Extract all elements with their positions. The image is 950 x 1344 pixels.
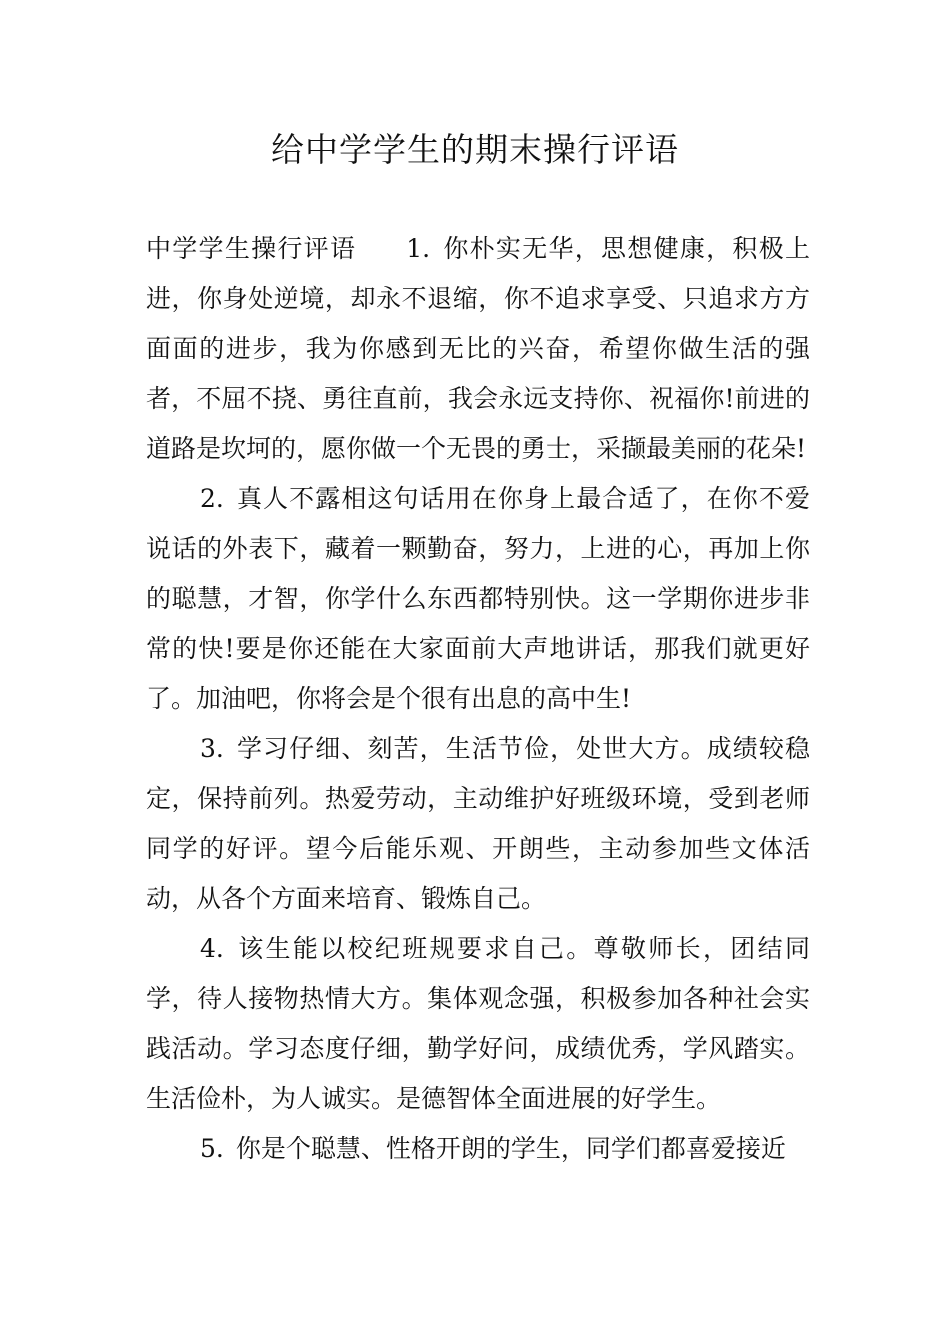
paragraph-number: 2. (200, 484, 224, 513)
paragraph-text: 真人不露相这句话用在你身上最合适了，在你不爱说话的外表下，藏着一颗勤奋，努力，上进的心，再加上你的聪慧，才智，你学什么东西都特别快。这一学期你进步非常的快!要是你还能在大家面前大声地讲话，那我们就更好了。加油吧，你将会是个很有出息的高中生! (146, 484, 810, 713)
paragraph-number: 4. (200, 934, 224, 963)
paragraph-2 (146, 474, 810, 724)
paragraph-1 (146, 224, 810, 474)
paragraph-number: 5. (200, 1134, 224, 1163)
paragraph-text: 你是个聪慧、性格开朗的学生，同学们都喜爱接近 (235, 1134, 786, 1163)
paragraph-text: 学习仔细、刻苦，生活节俭，处世大方。成绩较稳定，保持前列。热爱劳动，主动维护好班级环境，受到老师同学的好评。望今后能乐观、开朗些，主动参加些文体活动，从各个方面来培育、锻炼自己。 (146, 734, 810, 913)
paragraph-4 (146, 924, 810, 1124)
paragraph-text: 你朴实无华，思想健康，积极上进，你身处逆境，却永不退缩，你不追求享受、只追求方方面面的进步，我为你感到无比的兴奋，希望你做生活的强者，不屈不挠、勇往直前，我会永远支持你、祝福你!前进的道路是坎坷的，愿你做一个无畏的勇士，采撷最美丽的花朵! (146, 234, 810, 463)
intro-heading: 中学学生操行评语 (146, 234, 357, 263)
paragraph-5 (146, 1124, 810, 1174)
paragraph-number: 3. (200, 734, 224, 763)
paragraph-number: 1. (406, 234, 431, 263)
paragraph-3 (146, 724, 810, 924)
document-title: 给中学学生的期末操行评语 (271, 130, 679, 169)
paragraph-text: 该生能以校纪班规要求自己。尊敬师长，团结同学，待人接物热情大方。集体观念强，积极参加各种社会实践活动。学习态度仔细，勤学好问，成绩优秀，学风踏实。生活俭朴，为人诚实。是德智体全面进展的好学生。 (146, 934, 810, 1113)
document-body (146, 224, 810, 1174)
